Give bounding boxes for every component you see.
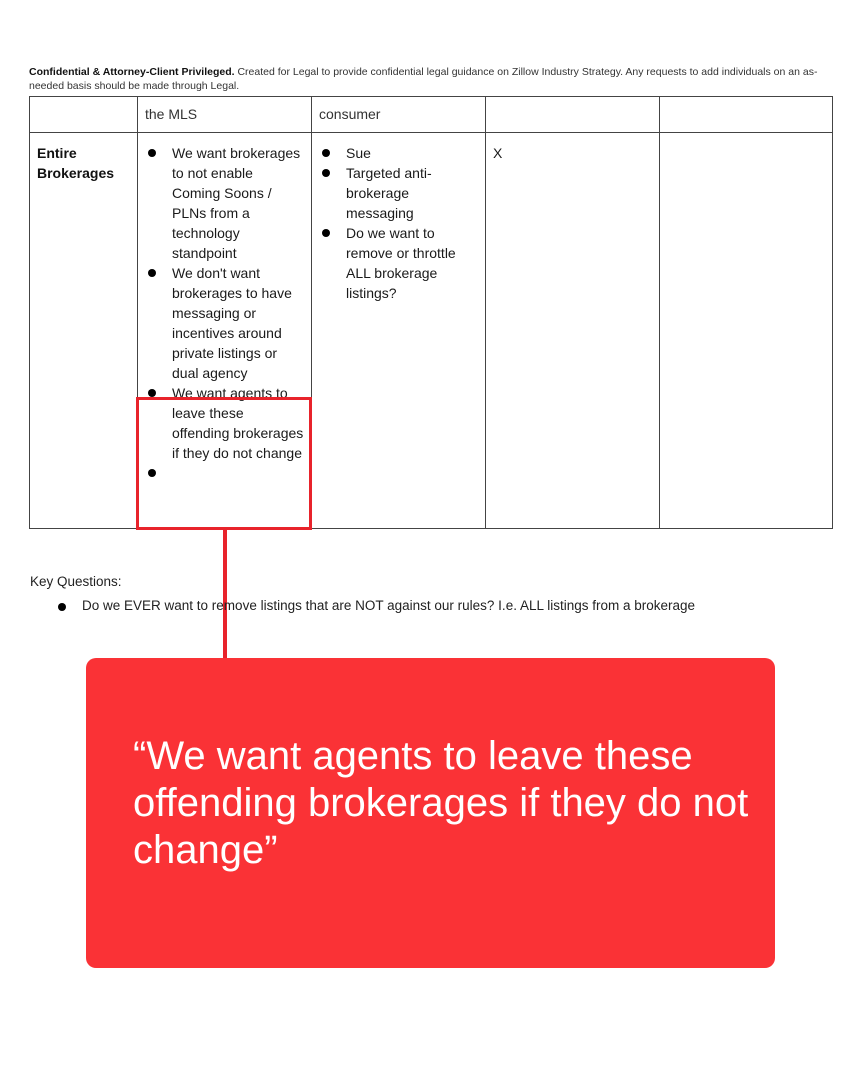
- row-label: Entire Brokerages: [37, 145, 115, 181]
- confidentiality-header: [29, 65, 844, 93]
- mark-cell: X: [486, 133, 660, 529]
- list-item: Do we want to remove or throttle ALL brokerage listings?: [319, 223, 478, 303]
- key-questions-title: Key Questions:: [30, 574, 122, 589]
- confidentiality-text: Created for Legal to provide confidential legal guidance on Zillow Industry Strategy. Any requests to add individuals on an as-needed basis should be made through Legal.: [29, 66, 818, 92]
- empty-cell: [660, 133, 833, 529]
- highlight-box: [136, 397, 312, 530]
- header-cell: [30, 97, 138, 133]
- row-label-cell: [30, 133, 138, 529]
- list-item: We don't want brokerages to have messaging or incentives around private listings or dual agency: [145, 263, 304, 383]
- list-item: Sue: [319, 143, 478, 163]
- consumer-bullet-list: [319, 143, 478, 303]
- list-item: Targeted anti-brokerage messaging: [319, 163, 478, 223]
- header-cell-consumer: consumer: [312, 97, 486, 133]
- list-item: Do we EVER want to remove listings that are NOT against our rules? I.e. ALL listings from a brokerage: [58, 598, 695, 613]
- header-cell: [660, 97, 833, 133]
- list-item-highlighted: We want agents to leave these offending brokerages if they do not change: [145, 383, 304, 463]
- header-cell-mls: the MLS: [138, 97, 312, 133]
- consumer-cell: [312, 133, 486, 529]
- confidentiality-notice: Confidential & Attorney-Client Privileged.: [29, 66, 235, 78]
- callout-quote: “We want agents to leave these offending brokerages if they do not change”: [133, 734, 749, 872]
- table-header-row: [30, 97, 833, 133]
- key-questions-list: [58, 598, 695, 613]
- callout-connector-line: [223, 528, 227, 662]
- list-item: We want brokerages to not enable Coming Soons / PLNs from a technology standpoint: [145, 143, 304, 263]
- header-cell: [486, 97, 660, 133]
